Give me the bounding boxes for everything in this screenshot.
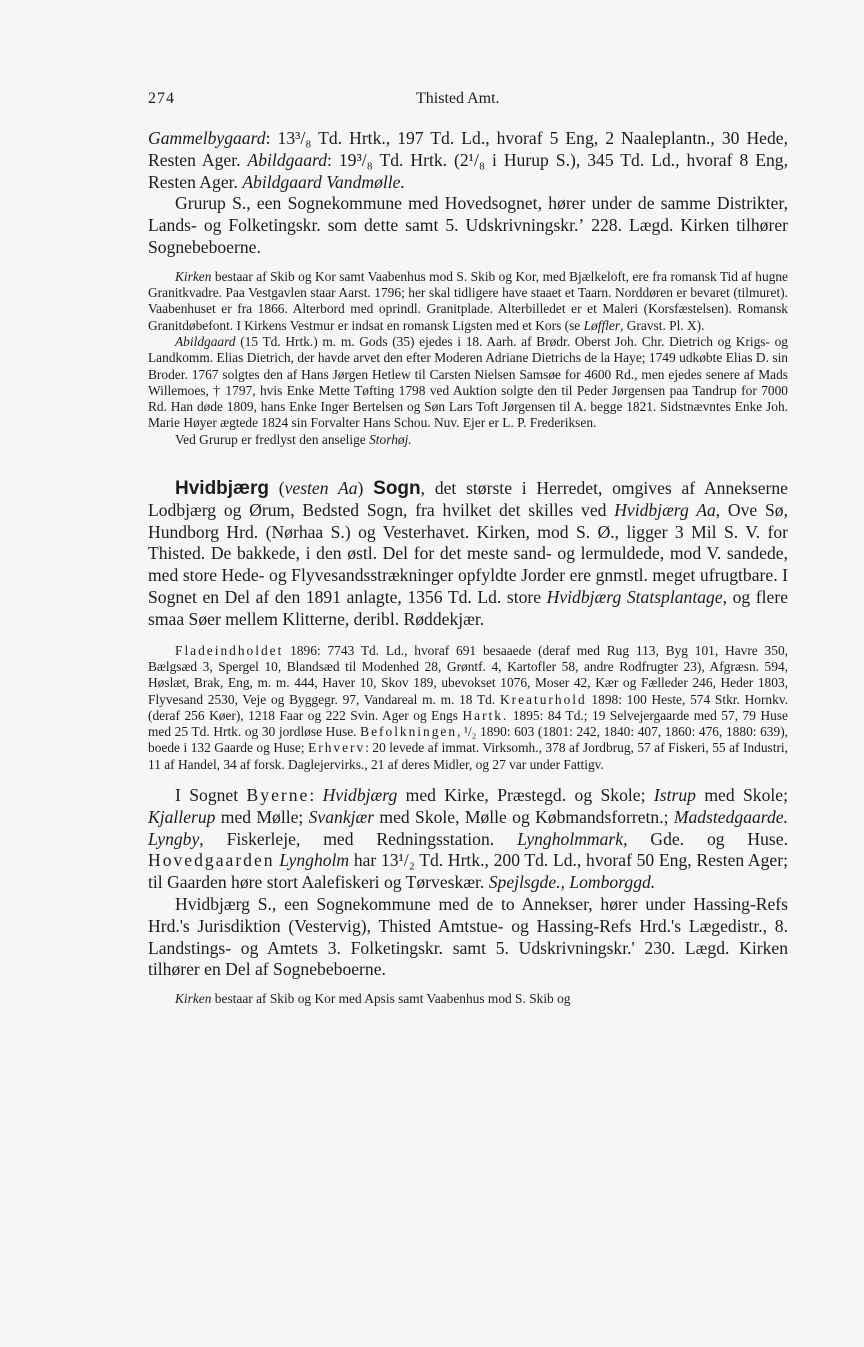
section-label: Kirken	[175, 991, 212, 1007]
hvidbjaerg-kirken-paragraph: Kirken bestaar af Skib og Kor med Apsis samt Vaabenhus mod S. Skib og	[175, 991, 571, 1007]
place-name: Istrup	[653, 785, 696, 805]
place-name: Abildgaard	[247, 149, 327, 170]
page-number: 274	[148, 90, 175, 107]
section-label: Abildgaard	[175, 333, 236, 349]
abildgaard-history-paragraph: Abildgaard (15 Td. Hrtk.) m. m. Gods (35) ejedes i 18. Aarh. af Brødr. Oberst Joh. Chr. Dietrich og Krigs- og Landkomm. Elias Dietrich, der havde arvet den efter Moderen Adriane Dietrichs de la Haye; 1749 udkøbte Elias D. sin Broder. 1767 solgtes den af Hans Jørgen Hetlew til Carsten Nielsen Samsøe for 4600 Rd., men ejedes senere af Mads Willemoes, † 1797, hvis Enke Mette Tøfting 1798 ved Auktion solgte den til Peder Jørgensen paa Tandrup for 7000 Rd. Han døde 1809, hans Enke Inger Bertelsen og Søn Lars Toft Jørgensen til A. begge 1821. Sidstnævntes Enke Joh. Marie Høyer ægtede 1824 sin Forvalter Hans Schou. Nuv. Ejer er L. P. Frederiksen.	[148, 333, 788, 431]
parish-heading: Hvidbjærg	[175, 478, 269, 500]
place-name: Hvidbjærg	[322, 785, 398, 805]
place-name: Madstedgaarde. Lyngby	[148, 806, 788, 849]
section-label: Kreaturhold	[499, 691, 587, 707]
section-label: Befolkningen	[360, 724, 458, 740]
parish-heading-sogn: Sogn	[373, 478, 421, 500]
grurup-kirken-paragraph: Kirken bestaar af Skib og Kor samt Vaabenhus mod S. Skib og Kor, med Bjælkeloft, ere fra romansk Tid af hugne Granitkvadre. Paa Vestgavlen staar Aarst. 1796; her skal tidligere have staaet et Taarn. Norddøren er bevaret (tilmuret). Vaabenhuset er fra 1866. Alterbord med oprindl. Granitplade. Alterbilledet er et Maleri (Korsfæstelsen). Romansk Granitdøbefont. I Kirkens Vestmur er indsat en romansk Ligsten med et Kors (se Løffler, Gravst. Pl. X).	[148, 268, 788, 333]
page	[148, 88, 788, 1007]
storhoj-paragraph: Ved Grurup er fredlyst den anselige Storhøj.	[175, 431, 412, 447]
place-name: Lyngholmmark	[517, 828, 624, 849]
reference: Løffler	[583, 317, 621, 333]
section-label: Hovedgaarden	[148, 850, 275, 871]
place-name: Lyngholm	[279, 850, 350, 871]
hvidbjaerg-byerne-paragraph: I Sognet Byerne: Hvidbjærg med Kirke, Præstegd. og Skole; Istrup med Skole; Kjallerup med Mølle; Svankjær med Skole, Mølle og Købmandsforretn.; Madstedgaarde. Lyngby, Fiskerleje, med Redningsstation. Lyngholmmark, Gde. og Huse. Hovedgaarden Lyngholm har 13¹/₂ Td. Hrtk., 200 Td. Ld., hvoraf 50 Eng, Resten Ager; til Gaarden høre stort Aalefiskeri og Tørveskær. Spejlsgde., Lomborggd.	[148, 785, 788, 893]
hvidbjaerg-kommune-paragraph: Hvidbjærg S., een Sognekommune med de to Annekser, hører under Hassing-Refs Hrd.'s Jurisdiktion (Vestervig), Thisted Amtstue- og Hassing-Refs Hrd.'s Lægedistr., 8. Landstings- og Amtets 3. Folketingskr. samt 5. Udskrivningskr.' 230. Lægd. Kirken tilhører en Del af Sognebeboerne.	[148, 893, 788, 980]
place-name: Hvidbjærg Statsplantage	[546, 587, 723, 608]
section-label: Hartk.	[462, 707, 509, 723]
section-label: Fladeindholdet	[175, 642, 284, 658]
place-name: Abildgaard Vandmølle.	[242, 171, 405, 192]
hvidbjaerg-statistics-paragraph: Fladeindholdet 1896: 7743 Td. Ld., hvoraf 691 besaaede (deraf med Rug 113, Byg 101, Havre 350, Bælgsæd 3, Spergel 10, Blandsæd til Modenhed 28, Grøntf. 4, Kartofler 58, andre Rodfrugter 23), Afgræsn. 594, Høslæt, Brak, Eng, m. m. 444, Haver 10, Skov 189, ubevokset 1076, Moser 42, Kær og Fælleder 246, Heder 1803, Flyvesand 2530, Veje og Byggegr. 97, Vandareal m. m. 18 Td. Kreaturhold 1898: 100 Heste, 574 Stkr. Hornkv. (deraf 256 Køer), 1218 Faar og 222 Svin. Ager og Engs Hartk. 1895: 84 Td.; 19 Selvejergaarde med 57, 79 Huse med 25 Td. Hrtk. og 30 jordløse Huse. Befolkningen, ¹/₂ 1890: 603 (1801: 242, 1840: 407, 1860: 476, 1880: 639), boede i 132 Gaarde og Huse; Erhverv: 20 levede af immat. Virksomh., 378 af Jordbrug, 57 af Fiskeri, 55 af Industri, 11 af Handel, 34 af forsk. Daglejervirks., 21 af deres Midler, og 27 var under Fattigv.	[148, 642, 789, 772]
grurup-kommune-paragraph: Grurup S., een Sognekommune med Hovedsognet, hører under de samme Distrikter, Lands- og Folketingskr. som dette samt 5. Udskrivningskr.ʼ 228. Lægd. Kirken tilhører Sognebeboerne.	[148, 193, 788, 257]
place-name: Svankjær	[308, 806, 375, 827]
running-title: Thisted Amt.	[416, 90, 500, 107]
place-name: Spejlsgde., Lomborggd.	[488, 872, 656, 893]
hvidbjaerg-intro-paragraph: Hvidbjærg (vesten Aa) Sogn, det største i Herredet, omgives af Annekserne Lodbjærg og Ørum, Bedsted Sogn, fra hvilket det skilles ved Hvidbjærg Aa, Ove Sø, Hundborg Hrd. (Nørhaa S.) og Vesterhavet. Kirken, mod S. Ø., ligger 3 Mil S. V. for Thisted. De bakkede, i den østl. Del for det meste sand- og lermuldede, mod V. sandede, med store Hede- og Flyvesandsstrækninger opfyldte Jorder ere gnmstl. meget ufrugtbare. I Sognet en Del af den 1891 anlagte, 1356 Td. Ld. store Hvidbjærg Statsplantage, og flere smaa Søer mellem Klitterne, deribl. Røddekjær.	[148, 478, 789, 629]
section-label: Erhverv	[308, 740, 366, 756]
section-label: Kirken	[175, 268, 212, 284]
page-header	[148, 88, 788, 114]
section-label: Byerne	[246, 785, 310, 805]
place-name: Gammelbygaard	[148, 128, 266, 148]
grurup-estates-paragraph: Gammelbygaard: 13³/₈ Td. Hrtk., 197 Td. Ld., hvoraf 5 Eng, 2 Naaleplantn., 30 Hede, Resten Ager. Abildgaard: 19³/₈ Td. Hrtk. (2¹/₈ i Hurup S.), 345 Td. Ld., hvoraf 8 Eng, Resten Ager. Abildgaard Vandmølle.	[148, 128, 788, 192]
place-name: Hvidbjærg Aa	[614, 499, 716, 520]
place-name: Storhøj.	[369, 431, 412, 447]
place-name: Kjallerup	[148, 806, 216, 827]
